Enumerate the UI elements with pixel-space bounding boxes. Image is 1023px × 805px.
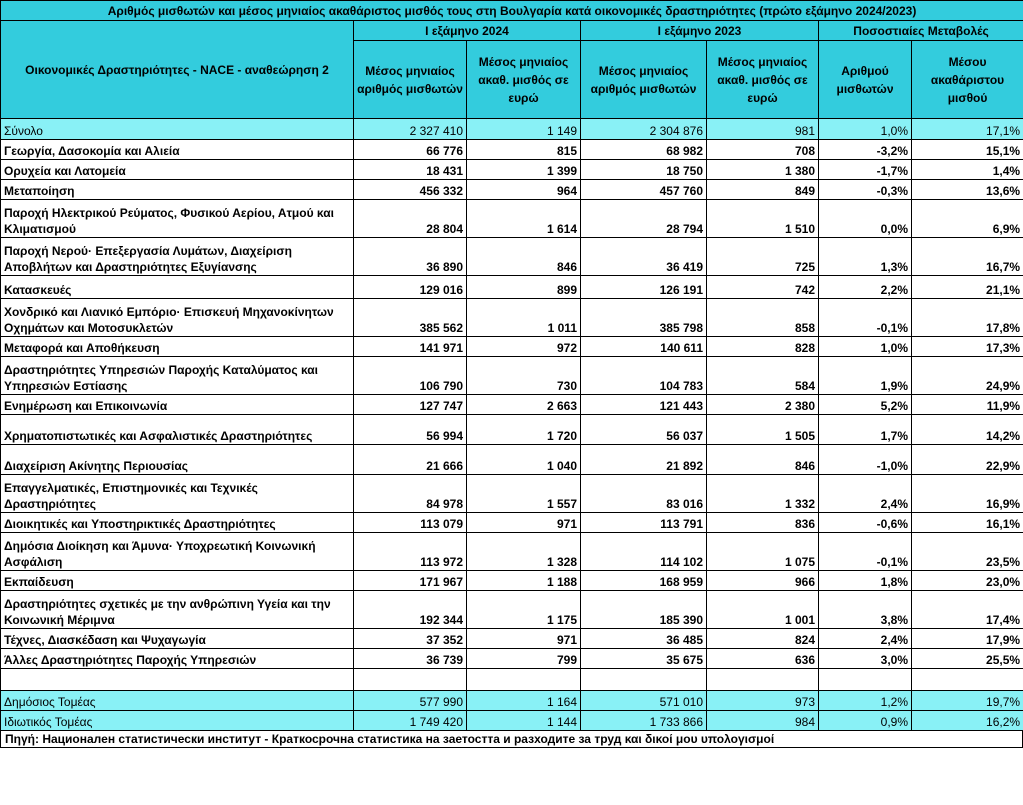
value-s24: 972 xyxy=(467,337,581,357)
value-cs: 16,7% xyxy=(912,238,1023,276)
table-row xyxy=(1,337,1023,357)
source-note: Πηγή: Национален статистически институт - Краткосрочна статистика на заетостта и разходите за труд και δικοί μου υπολογισμοί xyxy=(0,731,1023,748)
value-e23: 457 760 xyxy=(581,180,707,200)
employees-change-header: Αριθμού μισθωτών xyxy=(819,41,912,119)
change-header: Ποσοστιαίες Μεταβολές xyxy=(819,21,1023,41)
value-s24: 1 040 xyxy=(467,445,581,475)
value-s24: 971 xyxy=(467,629,581,649)
value-cs: 17,9% xyxy=(912,629,1023,649)
table-row xyxy=(1,395,1023,415)
value-s23: 1 505 xyxy=(707,415,819,445)
table-row xyxy=(1,238,1023,276)
value-e24: 141 971 xyxy=(354,337,467,357)
value-ce: 1,0% xyxy=(819,337,912,357)
value-e23: 385 798 xyxy=(581,299,707,337)
value-s24: 2 663 xyxy=(467,395,581,415)
value-s24: 815 xyxy=(467,140,581,160)
value-e23: 2 304 876 xyxy=(581,119,707,140)
value-s24: 1 011 xyxy=(467,299,581,337)
value-cs: 24,9% xyxy=(912,357,1023,395)
value-s24: 1 175 xyxy=(467,591,581,629)
period-2024-header: I εξάμηνο 2024 xyxy=(354,21,581,41)
activity-name: Ενημέρωση και Επικοινωνία xyxy=(1,395,354,415)
value-e23: 56 037 xyxy=(581,415,707,445)
table-row xyxy=(1,513,1023,533)
value-cs: 16,9% xyxy=(912,475,1023,513)
value-s23: 1 510 xyxy=(707,200,819,238)
table-row xyxy=(1,160,1023,180)
activity-name: Δημόσιος Τομέας xyxy=(1,691,354,711)
value-e24: 2 327 410 xyxy=(354,119,467,140)
value-cs: 17,1% xyxy=(912,119,1023,140)
value-e24: 36 739 xyxy=(354,649,467,669)
spacer-cell xyxy=(912,669,1023,691)
table-row xyxy=(1,200,1023,238)
value-s23: 849 xyxy=(707,180,819,200)
value-e24: 456 332 xyxy=(354,180,467,200)
value-s23: 2 380 xyxy=(707,395,819,415)
value-ce: 1,2% xyxy=(819,691,912,711)
period-2023-header: I εξάμηνο 2023 xyxy=(581,21,819,41)
table-row xyxy=(1,415,1023,445)
value-cs: 16,2% xyxy=(912,711,1023,731)
value-cs: 22,9% xyxy=(912,445,1023,475)
value-e24: 36 890 xyxy=(354,238,467,276)
value-s23: 708 xyxy=(707,140,819,160)
table-row xyxy=(1,571,1023,591)
value-cs: 17,4% xyxy=(912,591,1023,629)
table-row xyxy=(1,445,1023,475)
value-s23: 742 xyxy=(707,276,819,299)
value-e24: 129 016 xyxy=(354,276,467,299)
table-row xyxy=(1,475,1023,513)
value-e23: 83 016 xyxy=(581,475,707,513)
value-e23: 126 191 xyxy=(581,276,707,299)
table-row xyxy=(1,649,1023,669)
employees-2023-header: Μέσος μηνιαίος αριθμός μισθωτών xyxy=(581,41,707,119)
value-cs: 17,8% xyxy=(912,299,1023,337)
value-e23: 185 390 xyxy=(581,591,707,629)
value-e24: 28 804 xyxy=(354,200,467,238)
spacer-cell xyxy=(467,669,581,691)
value-s23: 1 075 xyxy=(707,533,819,571)
value-s24: 730 xyxy=(467,357,581,395)
value-ce: 3,0% xyxy=(819,649,912,669)
value-s24: 1 614 xyxy=(467,200,581,238)
activity-name: Χρηματοπιστωτικές και Ασφαλιστικές Δραστηριότητες xyxy=(1,415,354,445)
value-cs: 11,9% xyxy=(912,395,1023,415)
value-s24: 964 xyxy=(467,180,581,200)
value-cs: 14,2% xyxy=(912,415,1023,445)
value-ce: 1,9% xyxy=(819,357,912,395)
value-e23: 21 892 xyxy=(581,445,707,475)
value-ce: -1,0% xyxy=(819,445,912,475)
value-s23: 984 xyxy=(707,711,819,731)
value-e23: 36 485 xyxy=(581,629,707,649)
value-s24: 1 164 xyxy=(467,691,581,711)
table-row xyxy=(1,140,1023,160)
value-e23: 121 443 xyxy=(581,395,707,415)
value-s23: 824 xyxy=(707,629,819,649)
value-ce: 2,4% xyxy=(819,629,912,649)
value-cs: 23,5% xyxy=(912,533,1023,571)
spacer-cell xyxy=(707,669,819,691)
value-cs: 25,5% xyxy=(912,649,1023,669)
value-e24: 385 562 xyxy=(354,299,467,337)
activity-name: Άλλες Δραστηριότητες Παροχής Υπηρεσιών xyxy=(1,649,354,669)
value-cs: 17,3% xyxy=(912,337,1023,357)
value-s24: 1 328 xyxy=(467,533,581,571)
value-e24: 113 079 xyxy=(354,513,467,533)
value-ce: -0,1% xyxy=(819,299,912,337)
value-s23: 858 xyxy=(707,299,819,337)
value-e24: 37 352 xyxy=(354,629,467,649)
value-s23: 725 xyxy=(707,238,819,276)
value-cs: 16,1% xyxy=(912,513,1023,533)
activity-name: Μεταποίηση xyxy=(1,180,354,200)
value-s23: 636 xyxy=(707,649,819,669)
spacer-cell xyxy=(581,669,707,691)
activity-name: Εκπαίδευση xyxy=(1,571,354,591)
value-e24: 66 776 xyxy=(354,140,467,160)
value-e23: 140 611 xyxy=(581,337,707,357)
value-ce: -0,3% xyxy=(819,180,912,200)
spacer-row xyxy=(1,669,1023,691)
spacer-cell xyxy=(819,669,912,691)
value-s23: 1 380 xyxy=(707,160,819,180)
value-ce: 0,0% xyxy=(819,200,912,238)
value-s24: 799 xyxy=(467,649,581,669)
value-e23: 18 750 xyxy=(581,160,707,180)
activity-name: Παροχή Ηλεκτρικού Ρεύματος, Φυσικού Αερίου, Ατμού και Κλιματισμού xyxy=(1,200,354,238)
value-e24: 127 747 xyxy=(354,395,467,415)
activity-name: Σύνολο xyxy=(1,119,354,140)
employees-2024-header: Μέσος μηνιαίος αριθμός μισθωτών xyxy=(354,41,467,119)
value-e23: 68 982 xyxy=(581,140,707,160)
value-s24: 1 557 xyxy=(467,475,581,513)
activity-name: Διαχείριση Ακίνητης Περιουσίας xyxy=(1,445,354,475)
total-row xyxy=(1,119,1023,140)
value-s23: 981 xyxy=(707,119,819,140)
value-ce: 2,4% xyxy=(819,475,912,513)
value-s23: 966 xyxy=(707,571,819,591)
table-row xyxy=(1,591,1023,629)
value-cs: 19,7% xyxy=(912,691,1023,711)
table-title: Αριθμός μισθωτών και μέσος μηνιαίος ακαθάριστος μισθός τους στη Βουλγαρία κατά οικονομικές δραστηριότητες (πρώτο εξάμηνο 2024/2023) xyxy=(1,1,1023,21)
table-row xyxy=(1,357,1023,395)
value-s23: 1 332 xyxy=(707,475,819,513)
value-e24: 106 790 xyxy=(354,357,467,395)
value-ce: 2,2% xyxy=(819,276,912,299)
value-e23: 1 733 866 xyxy=(581,711,707,731)
activity-name: Γεωργία, Δασοκομία και Αλιεία xyxy=(1,140,354,160)
value-s24: 1 188 xyxy=(467,571,581,591)
value-cs: 23,0% xyxy=(912,571,1023,591)
value-ce: -1,7% xyxy=(819,160,912,180)
activity-name: Μεταφορά και Αποθήκευση xyxy=(1,337,354,357)
value-s23: 584 xyxy=(707,357,819,395)
value-ce: -0,6% xyxy=(819,513,912,533)
activity-header: Οικονομικές Δραστηριότητες - NACE - αναθεώρηση 2 xyxy=(1,21,354,119)
sector-row xyxy=(1,691,1023,711)
value-e24: 56 994 xyxy=(354,415,467,445)
value-e23: 114 102 xyxy=(581,533,707,571)
activity-name: Τέχνες, Διασκέδαση και Ψυχαγωγία xyxy=(1,629,354,649)
value-e24: 84 978 xyxy=(354,475,467,513)
value-s24: 1 144 xyxy=(467,711,581,731)
value-ce: 1,3% xyxy=(819,238,912,276)
value-s24: 1 720 xyxy=(467,415,581,445)
activity-name: Ιδιωτικός Τομέας xyxy=(1,711,354,731)
activity-name: Δημόσια Διοίκηση και Άμυνα· Υποχρεωτική Κοινωνική Ασφάλιση xyxy=(1,533,354,571)
value-s23: 973 xyxy=(707,691,819,711)
value-s23: 836 xyxy=(707,513,819,533)
value-s24: 1 149 xyxy=(467,119,581,140)
salary-2024-header: Μέσος μηνιαίος ακαθ. μισθός σε ευρώ xyxy=(467,41,581,119)
activity-name: Διοικητικές και Υποστηρικτικές Δραστηριότητες xyxy=(1,513,354,533)
value-ce: 1,7% xyxy=(819,415,912,445)
value-e23: 36 419 xyxy=(581,238,707,276)
value-e24: 1 749 420 xyxy=(354,711,467,731)
value-ce: 1,0% xyxy=(819,119,912,140)
value-e23: 571 010 xyxy=(581,691,707,711)
value-e24: 113 972 xyxy=(354,533,467,571)
value-ce: 3,8% xyxy=(819,591,912,629)
activity-name: Παροχή Νερού· Επεξεργασία Λυμάτων, Διαχείριση Αποβλήτων και Δραστηριότητες Εξυγίανσης xyxy=(1,238,354,276)
value-e24: 192 344 xyxy=(354,591,467,629)
salary-2023-header: Μέσος μηνιαίος ακαθ. μισθός σε ευρώ xyxy=(707,41,819,119)
table-row xyxy=(1,180,1023,200)
value-ce: -3,2% xyxy=(819,140,912,160)
table-row xyxy=(1,299,1023,337)
value-e23: 35 675 xyxy=(581,649,707,669)
value-s23: 1 001 xyxy=(707,591,819,629)
value-e24: 21 666 xyxy=(354,445,467,475)
value-s24: 971 xyxy=(467,513,581,533)
activity-name: Επαγγελματικές, Επιστημονικές και Τεχνικές Δραστηριότητες xyxy=(1,475,354,513)
value-ce: 0,9% xyxy=(819,711,912,731)
value-e23: 168 959 xyxy=(581,571,707,591)
value-s23: 828 xyxy=(707,337,819,357)
value-ce: 1,8% xyxy=(819,571,912,591)
activity-name: Κατασκευές xyxy=(1,276,354,299)
value-cs: 13,6% xyxy=(912,180,1023,200)
table-row xyxy=(1,629,1023,649)
value-e24: 577 990 xyxy=(354,691,467,711)
salary-change-header: Μέσου ακαθάριστου μισθού xyxy=(912,41,1023,119)
table-row xyxy=(1,276,1023,299)
value-cs: 1,4% xyxy=(912,160,1023,180)
spacer-cell xyxy=(1,669,354,691)
spacer-cell xyxy=(354,669,467,691)
value-s23: 846 xyxy=(707,445,819,475)
activity-name: Δραστηριότητες Υπηρεσιών Παροχής Καταλύματος και Υπηρεσιών Εστίασης xyxy=(1,357,354,395)
sector-row xyxy=(1,711,1023,731)
value-e23: 28 794 xyxy=(581,200,707,238)
value-cs: 15,1% xyxy=(912,140,1023,160)
activity-name: Δραστηριότητες σχετικές με την ανθρώπινη Υγεία και την Κοινωνική Μέριμνα xyxy=(1,591,354,629)
activity-name: Χονδρικό και Λιανικό Εμπόριο· Επισκευή Μηχανοκίνητων Οχημάτων και Μοτοσυκλετών xyxy=(1,299,354,337)
value-cs: 6,9% xyxy=(912,200,1023,238)
value-s24: 1 399 xyxy=(467,160,581,180)
activity-name: Ορυχεία και Λατομεία xyxy=(1,160,354,180)
value-ce: -0,1% xyxy=(819,533,912,571)
value-cs: 21,1% xyxy=(912,276,1023,299)
value-e24: 171 967 xyxy=(354,571,467,591)
value-e24: 18 431 xyxy=(354,160,467,180)
value-s24: 846 xyxy=(467,238,581,276)
table-row xyxy=(1,533,1023,571)
value-e23: 113 791 xyxy=(581,513,707,533)
value-ce: 5,2% xyxy=(819,395,912,415)
value-e23: 104 783 xyxy=(581,357,707,395)
value-s24: 899 xyxy=(467,276,581,299)
